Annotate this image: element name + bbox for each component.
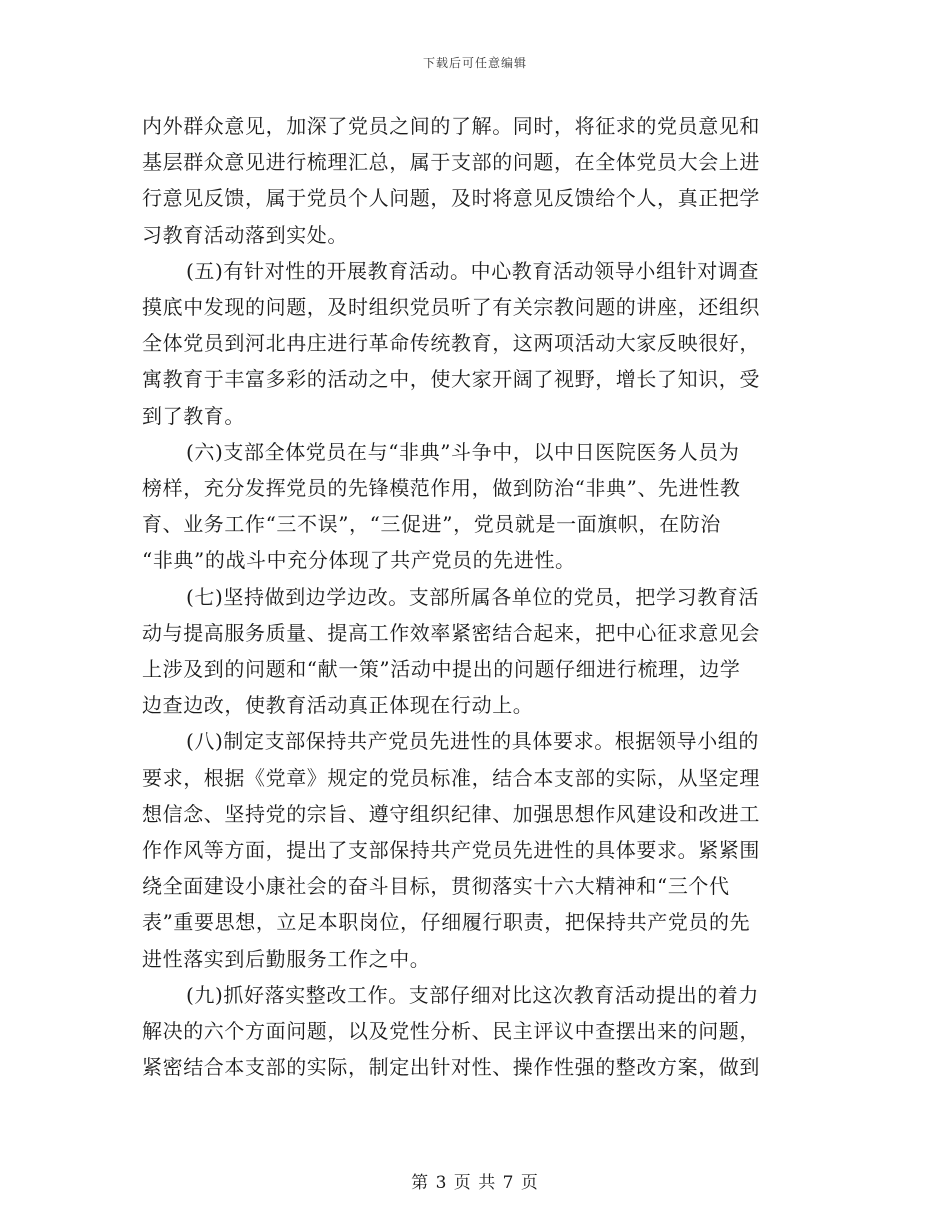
paragraph-7 xyxy=(142,579,808,724)
paragraph-line: (九)抓好落实整改工作。支部仔细对比这次教育活动提出的着力 xyxy=(186,982,760,1007)
paragraph-line: 到了教育。 xyxy=(142,403,245,428)
document-body xyxy=(142,108,808,1085)
paragraph-5 xyxy=(142,253,808,434)
paragraph-line: 寓教育于丰富多彩的活动之中，使大家开阔了视野，增长了知识，受 xyxy=(142,367,760,392)
paragraph-line: 习教育活动落到实处。 xyxy=(142,222,348,247)
paragraph-line: (六)支部全体党员在与“非典”斗争中，以中日医院医务人员为 xyxy=(186,439,740,464)
paragraph-line: 作作风等方面，提出了支部保持共产党员先进性的具体要求。紧紧围 xyxy=(142,838,760,863)
paragraph-line: 要求，根据《党章》规定的党员标准，结合本支部的实际，从坚定理 xyxy=(142,765,760,790)
paragraph-line: 想信念、坚持党的宗旨、遵守组织纪律、加强思想作风建设和改进工 xyxy=(142,801,760,826)
paragraph-line: 育、业务工作“三不误”，“三促进”，党员就是一面旗帜，在防治 xyxy=(142,512,721,537)
paragraph-line: 榜样，充分发挥党员的先锋模范作用，做到防治“非典”、先进性教 xyxy=(142,476,741,501)
paragraph-line: 行意见反馈，属于党员个人问题，及时将意见反馈给个人，真正把学 xyxy=(142,186,760,211)
paragraph-line: “非典”的战斗中充分体现了共产党员的先进性。 xyxy=(142,548,576,573)
paragraph-1 xyxy=(142,108,808,253)
paragraph-9 xyxy=(142,977,808,1086)
paragraph-line: (五)有针对性的开展教育活动。中心教育活动领导小组针对调查 xyxy=(186,258,760,283)
paragraph-line: 全体党员到河北冉庄进行革命传统教育，这两项活动大家反映很好， xyxy=(142,331,760,356)
page-number-footer: 第 3 页 共 7 页 xyxy=(411,1173,539,1193)
paragraph-line: 基层群众意见进行梳理汇总，属于支部的问题，在全体党员大会上进 xyxy=(142,150,760,175)
paragraph-line: (七)坚持做到边学边改。支部所属各单位的党员，把学习教育活 xyxy=(186,584,760,609)
paragraph-line: 边查边改，使教育活动真正体现在行动上。 xyxy=(142,693,534,718)
paragraph-line: 进性落实到后勤服务工作之中。 xyxy=(142,946,431,971)
paragraph-6 xyxy=(142,434,808,579)
paragraph-line: 上涉及到的问题和“献一策”活动中提出的问题仔细进行梳理，边学 xyxy=(142,657,741,682)
paragraph-line: 摸底中发现的问题，及时组织党员听了有关宗教问题的讲座，还组织 xyxy=(142,295,760,320)
paragraph-line: 内外群众意见，加深了党员之间的了解。同时，将征求的党员意见和 xyxy=(142,114,760,138)
paragraph-line: 表”重要思想，立足本职岗位，仔细履行职责，把保持共产党员的先 xyxy=(142,910,751,935)
paragraph-line: 解决的六个方面问题，以及党性分析、民主评议中查摆出来的问题， xyxy=(142,1019,760,1044)
paragraph-line: (八)制定支部保持共产党员先进性的具体要求。根据领导小组的 xyxy=(186,729,760,754)
paragraph-line: 紧密结合本支部的实际，制定出针对性、操作性强的整改方案，做到 xyxy=(142,1055,760,1080)
paragraph-8 xyxy=(142,723,808,976)
paragraph-line: 动与提高服务质量、提高工作效率紧密结合起来，把中心征求意见会 xyxy=(142,620,760,645)
page-header: 下载后可任意编辑 xyxy=(422,56,527,70)
paragraph-line: 绕全面建设小康社会的奋斗目标，贯彻落实十六大精神和“三个代 xyxy=(142,874,730,899)
